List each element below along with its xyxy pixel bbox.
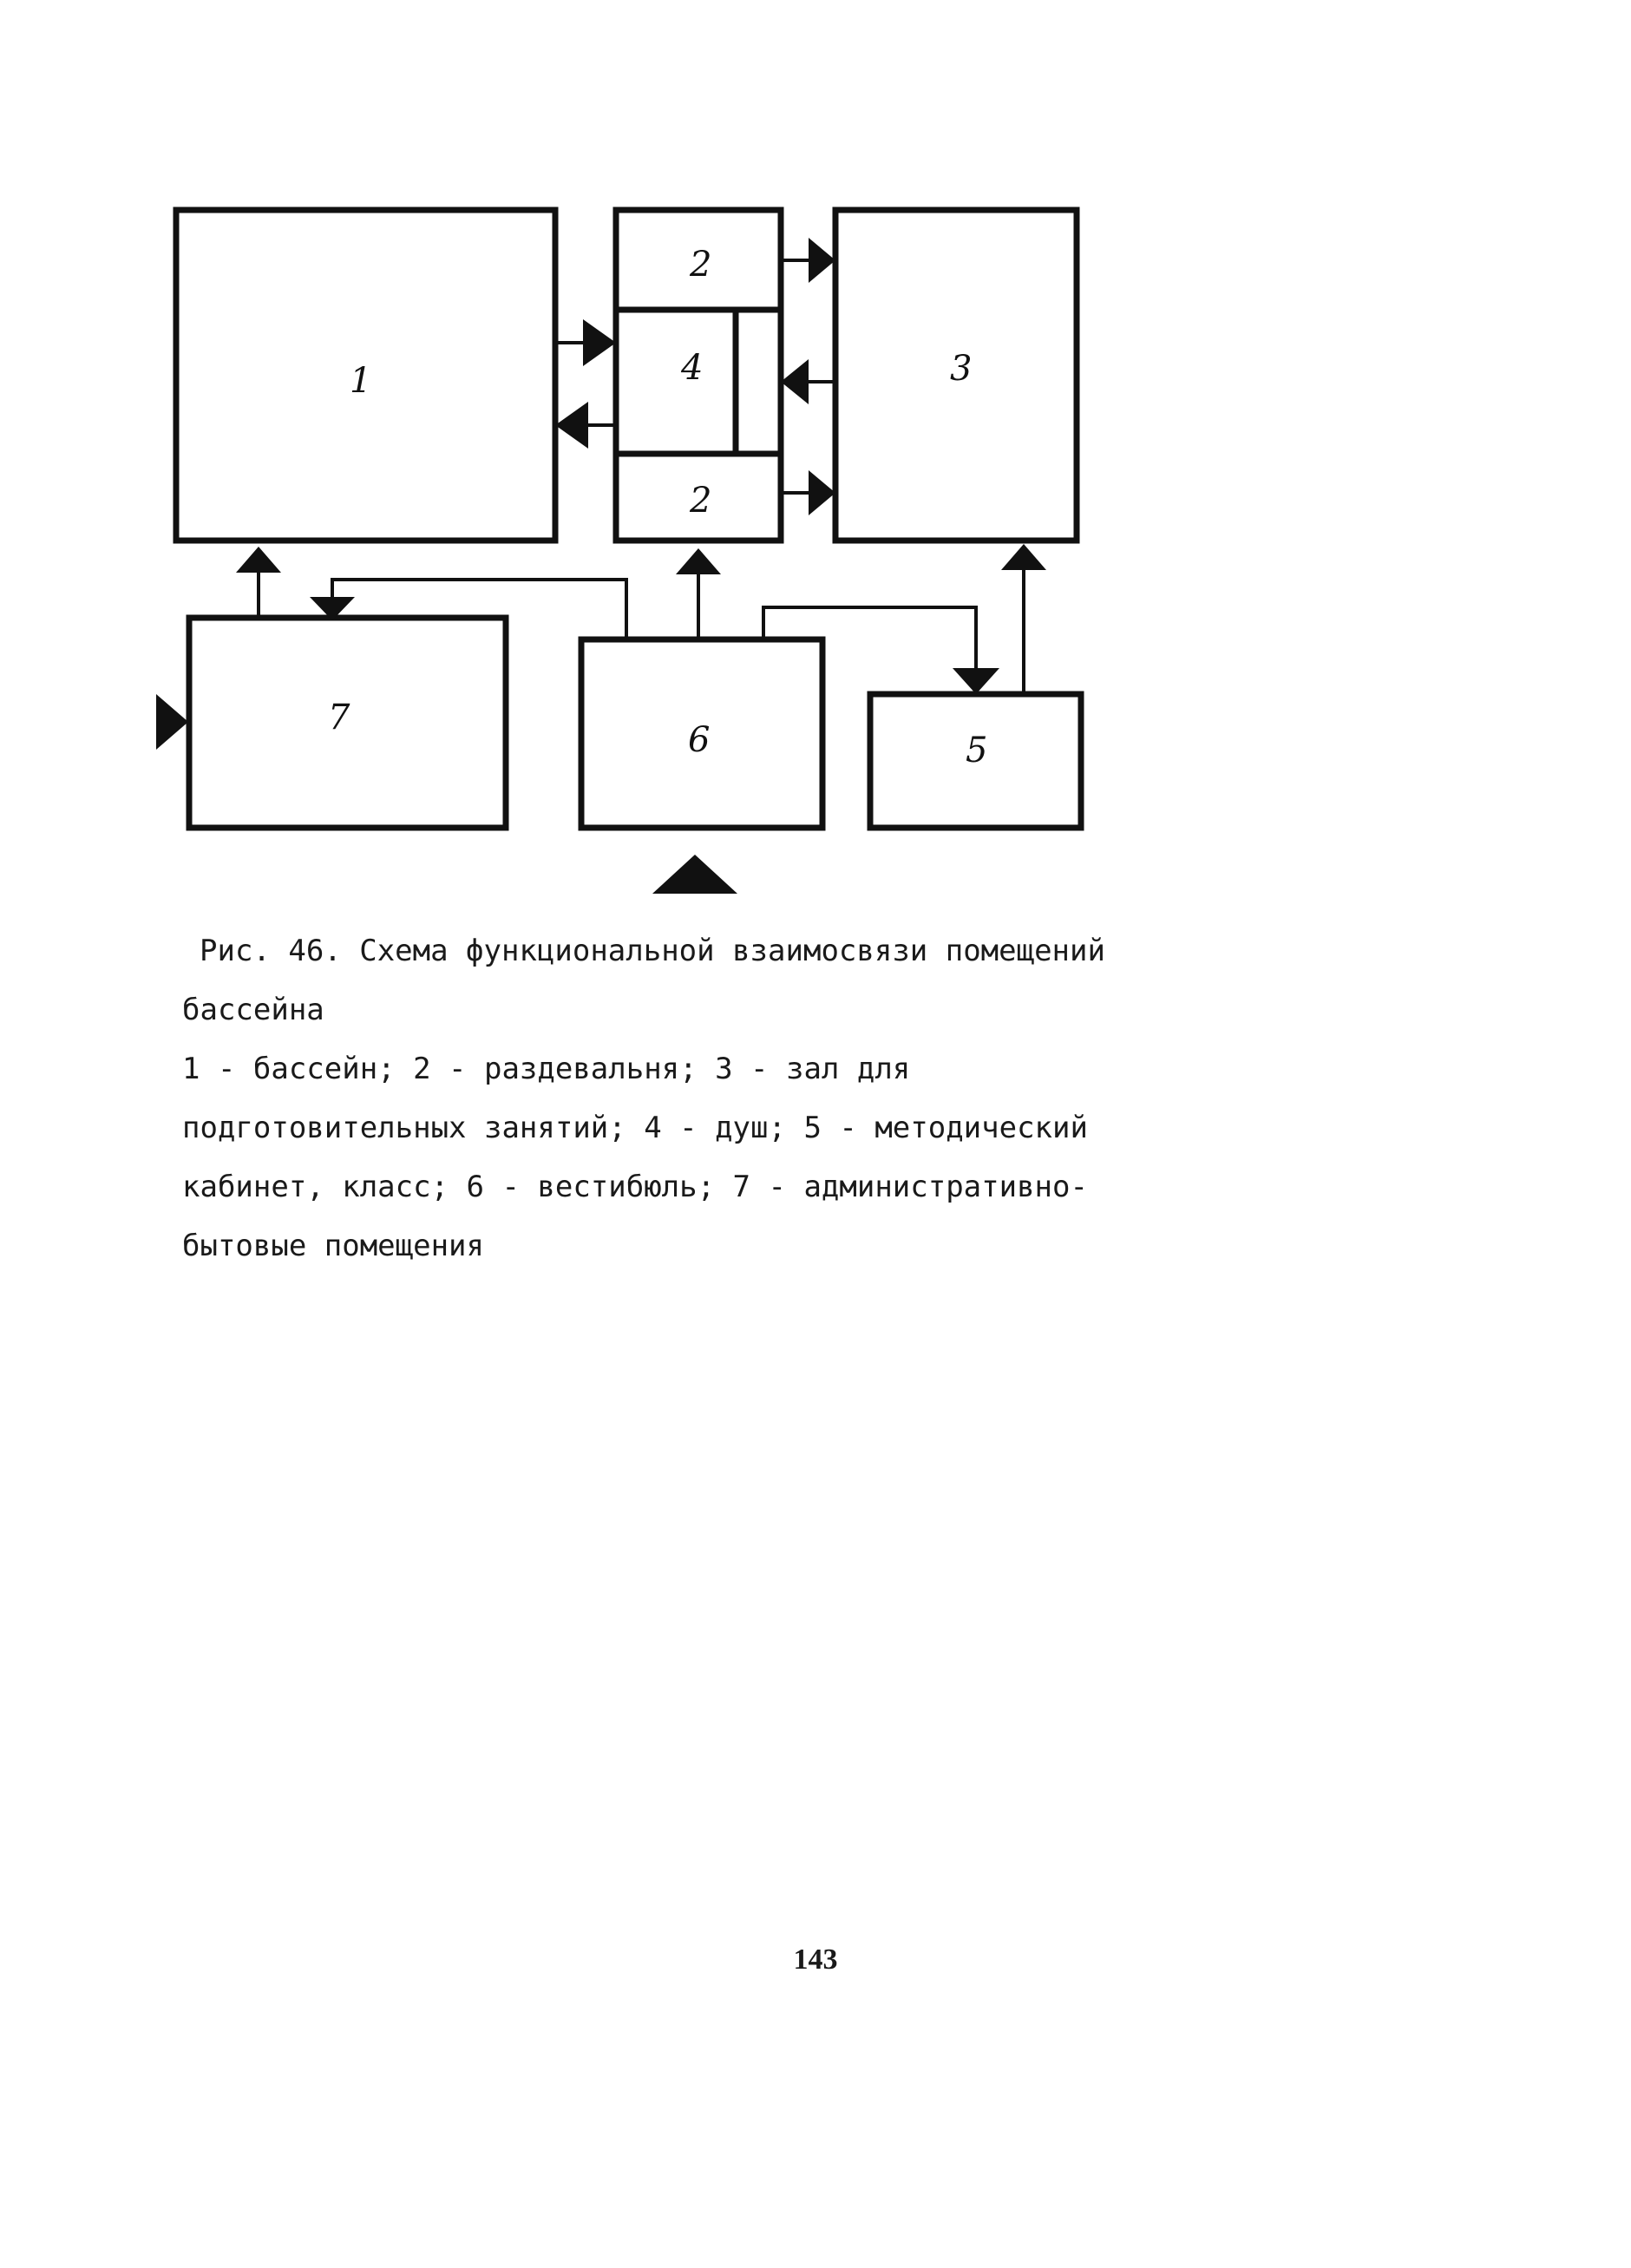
figure-caption [182,921,1180,1275]
arrowhead-right [583,319,616,366]
room-label-2: 2 [690,245,712,285]
figure-legend: 1 - бассейн; 2 - раздевальня; 3 - зал для подготовительных занятий; 4 - душ; 5 - методический кабинет, класс; 6 - вестибюль; 7 - административно-бытовые помещения [182,1052,1088,1263]
entrance-arrow-6 [652,855,737,894]
arrowhead-left [555,402,588,449]
arrowhead-right [809,470,835,515]
room-label-6: 6 [688,720,711,760]
page-number: 143 [793,1944,838,1976]
room-label-4: 4 [681,348,704,388]
room-label-1: 1 [350,361,372,401]
room-label-3: 3 [950,349,973,389]
entrance-arrow-7 [156,694,188,750]
arrowhead-up [676,548,721,574]
room-label-5: 5 [966,731,988,770]
arrowhead-up [1001,544,1046,570]
room-label-2: 2 [690,481,712,521]
room-label-7: 7 [328,698,350,737]
connector-6-to-7 [332,580,626,639]
room-interrelation-diagram [0,0,1631,937]
figure-title: Рис. 46. Схема функциональной взаимосвязи помещений бассейна [182,934,1105,1027]
arrowhead-left [781,359,809,404]
arrowhead-up [236,547,281,573]
arrowhead-down [953,668,999,694]
arrowhead-right [809,238,835,283]
